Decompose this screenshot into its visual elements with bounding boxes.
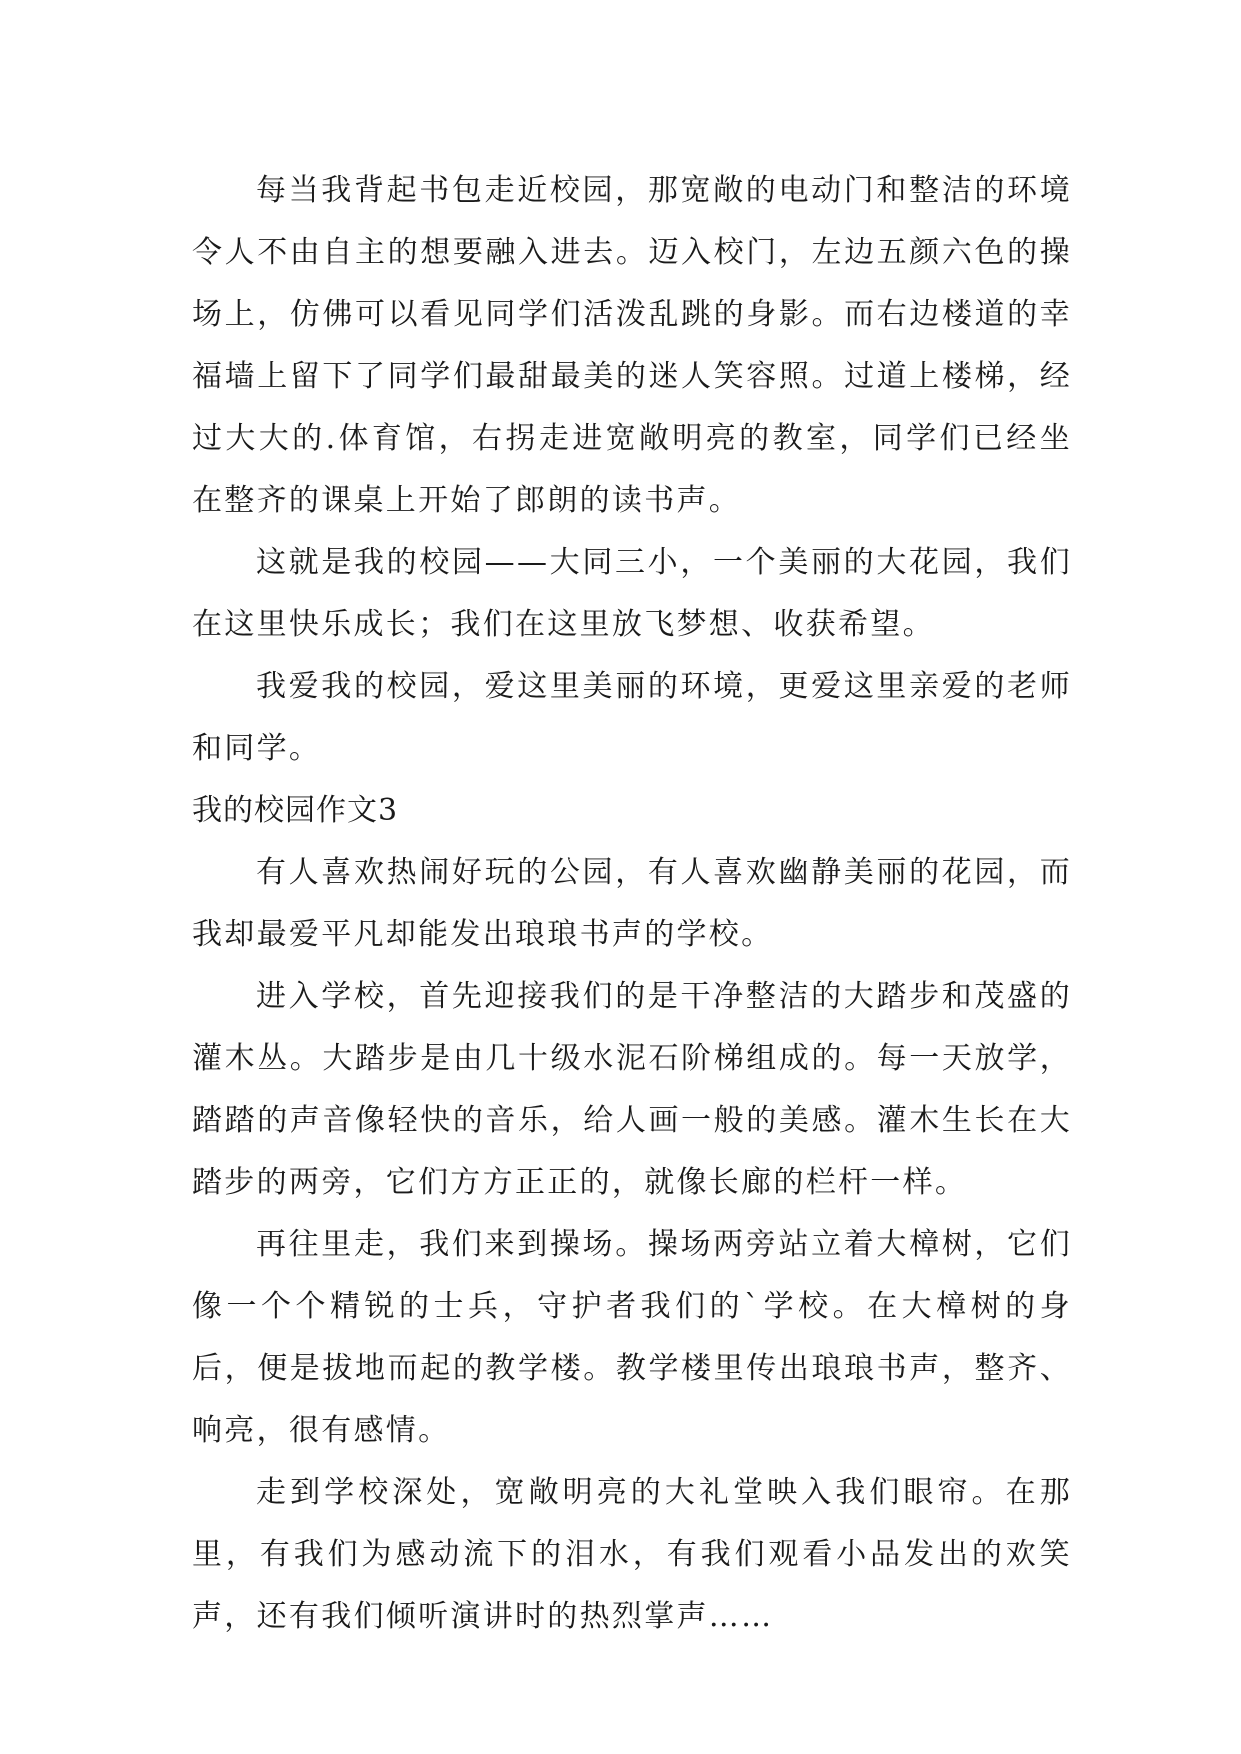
paragraph-auditorium: 走到学校深处，宽敞明亮的大礼堂映入我们眼帘。在那里，有我们为感动流下的泪水，有我们观看小品发出的欢笑声，还有我们倾听演讲时的热烈掌声……	[192, 1475, 1072, 1634]
document-body	[192, 160, 1072, 1648]
paragraph-intro: 有人喜欢热闹好玩的公园，有人喜欢幽静美丽的花园，而我却最爱平凡却能发出琅琅书声的学校。	[192, 855, 1072, 952]
section-title: 我的校园作文3	[192, 793, 399, 828]
paragraph-this-is-my-campus: 这就是我的校园——大同三小，一个美丽的大花园，我们在这里快乐成长；我们在这里放飞梦想、收获希望。	[192, 545, 1072, 642]
paragraph-playground: 再往里走，我们来到操场。操场两旁站立着大樟树，它们像一个个精锐的士兵，守护者我们的`学校。在大樟树的身后，便是拔地而起的教学楼。教学楼里传出琅琅书声，整齐、响亮，很有感情。	[192, 1227, 1072, 1448]
paragraph-i-love-my-campus: 我爱我的校园，爱这里美丽的环境，更爱这里亲爱的老师和同学。	[192, 669, 1072, 766]
paragraph-entering-school: 进入学校，首先迎接我们的是干净整洁的大踏步和茂盛的灌木丛。大踏步是由几十级水泥石阶梯组成的。每一天放学，踏踏的声音像轻快的音乐，给人画一般的美感。灌木生长在大踏步的两旁，它们方方正正的，就像长廊的栏杆一样。	[192, 979, 1072, 1200]
paragraph-campus-entrance: 每当我背起书包走近校园，那宽敞的电动门和整洁的环境令人不由自主的想要融入进去。迈入校门，左边五颜六色的操场上，仿佛可以看见同学们活泼乱跳的身影。而右边楼道的幸福墙上留下了同学们最甜最美的迷人笑容照。过道上楼梯，经过大大的.体育馆，右拐走进宽敞明亮的教室，同学们已经坐在整齐的课桌上开始了郎朗的读书声。	[192, 173, 1072, 518]
